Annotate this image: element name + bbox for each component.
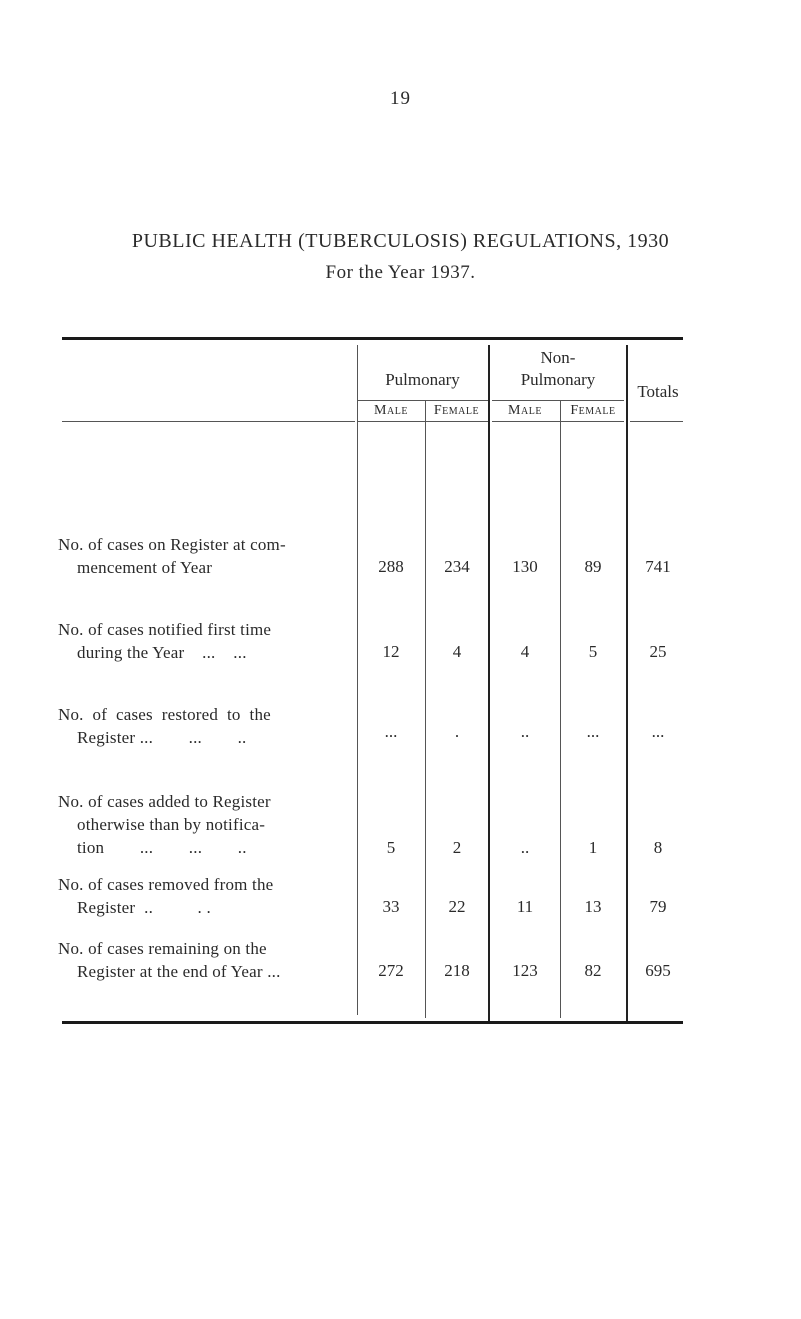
- header-pulmonary: Pulmonary: [385, 370, 460, 389]
- row-label-line: Register ... ... ..: [77, 728, 247, 747]
- cell-totals: ...: [651, 722, 665, 741]
- row-label-line: No. of cases added to Register: [58, 792, 271, 811]
- cell-totals: 695: [645, 961, 671, 980]
- row-label-line: No. of cases restored to the: [58, 705, 271, 724]
- column-divider: [488, 345, 490, 1021]
- header-pulmonary-male: Male: [374, 403, 408, 418]
- row-label-line: No. of cases remaining on the: [58, 939, 267, 958]
- table-row-label: [58, 873, 358, 919]
- cell-nonpulmonary-male: 130: [512, 557, 538, 576]
- header-non-pulmonary-line1: Non-: [540, 348, 576, 367]
- table-top-rule: [62, 337, 683, 340]
- header-non-pulmonary-line2: Pulmonary: [520, 370, 596, 389]
- cell-pulmonary-female: 218: [444, 961, 470, 980]
- row-label-line: otherwise than by notifica-: [77, 815, 266, 834]
- table-row-label: [58, 790, 358, 859]
- cell-pulmonary-male: 5: [386, 838, 396, 857]
- cell-nonpulmonary-male: 4: [520, 642, 530, 661]
- table-bottom-rule: [62, 1021, 683, 1024]
- row-label-line: mencement of Year: [77, 558, 213, 577]
- cell-totals: 79: [649, 897, 667, 916]
- cell-pulmonary-female: 22: [448, 897, 466, 916]
- row-label-line: Register at the end of Year ...: [77, 962, 281, 981]
- row-label-line: during the Year ... ...: [77, 643, 247, 662]
- cell-pulmonary-female: 4: [452, 642, 462, 661]
- header-rule: [62, 421, 355, 422]
- cell-nonpulmonary-female: 89: [584, 557, 602, 576]
- header-pulmonary-female: Female: [433, 403, 480, 418]
- header-totals: Totals: [637, 382, 679, 401]
- cell-pulmonary-female: 234: [444, 557, 470, 576]
- cell-totals: 25: [649, 642, 667, 661]
- header-nonpulmonary-male: Male: [508, 403, 542, 418]
- cell-pulmonary-male: 288: [378, 557, 404, 576]
- header-rule: [630, 421, 683, 422]
- header-rule: [492, 400, 624, 401]
- table-row-label: [58, 618, 358, 664]
- header-rule: [357, 400, 488, 401]
- table-row-label: [58, 533, 358, 579]
- cell-nonpulmonary-female: ...: [586, 722, 600, 741]
- table-row-label: [58, 937, 358, 983]
- page-number: 19: [390, 88, 411, 109]
- cell-nonpulmonary-female: 1: [588, 838, 598, 857]
- page-title: PUBLIC HEALTH (TUBERCULOSIS) REGULATIONS, 1930: [131, 230, 670, 252]
- cell-nonpulmonary-female: 82: [584, 961, 602, 980]
- cell-pulmonary-male: 12: [382, 642, 400, 661]
- row-label-line: No. of cases removed from the: [58, 875, 274, 894]
- row-label-line: No. of cases notified first time: [58, 620, 272, 639]
- column-divider: [425, 400, 426, 1018]
- header-nonpulmonary-female: Female: [570, 403, 616, 418]
- cell-nonpulmonary-male: 11: [516, 897, 534, 916]
- page-subtitle: For the Year 1937.: [325, 262, 476, 283]
- row-label-line: tion ... ... ..: [77, 838, 247, 857]
- table-row-label: [58, 703, 358, 749]
- cell-nonpulmonary-male: ..: [520, 722, 530, 741]
- cell-pulmonary-male: 33: [382, 897, 400, 916]
- header-rule: [357, 421, 488, 422]
- cell-pulmonary-female: .: [454, 722, 460, 741]
- cell-totals: 741: [645, 557, 671, 576]
- column-divider: [626, 345, 628, 1021]
- row-label-line: Register .. . .: [77, 898, 211, 917]
- row-label-line: No. of cases on Register at com-: [58, 535, 286, 554]
- cell-pulmonary-male: 272: [378, 961, 404, 980]
- cell-nonpulmonary-female: 13: [584, 897, 602, 916]
- cell-nonpulmonary-female: 5: [588, 642, 598, 661]
- cell-pulmonary-female: 2: [452, 838, 462, 857]
- cell-nonpulmonary-male: 123: [512, 961, 538, 980]
- header-rule: [492, 421, 624, 422]
- cell-totals: 8: [653, 838, 663, 857]
- cell-nonpulmonary-male: ..: [520, 838, 530, 857]
- cell-pulmonary-male: ...: [384, 722, 398, 741]
- column-divider: [560, 400, 561, 1018]
